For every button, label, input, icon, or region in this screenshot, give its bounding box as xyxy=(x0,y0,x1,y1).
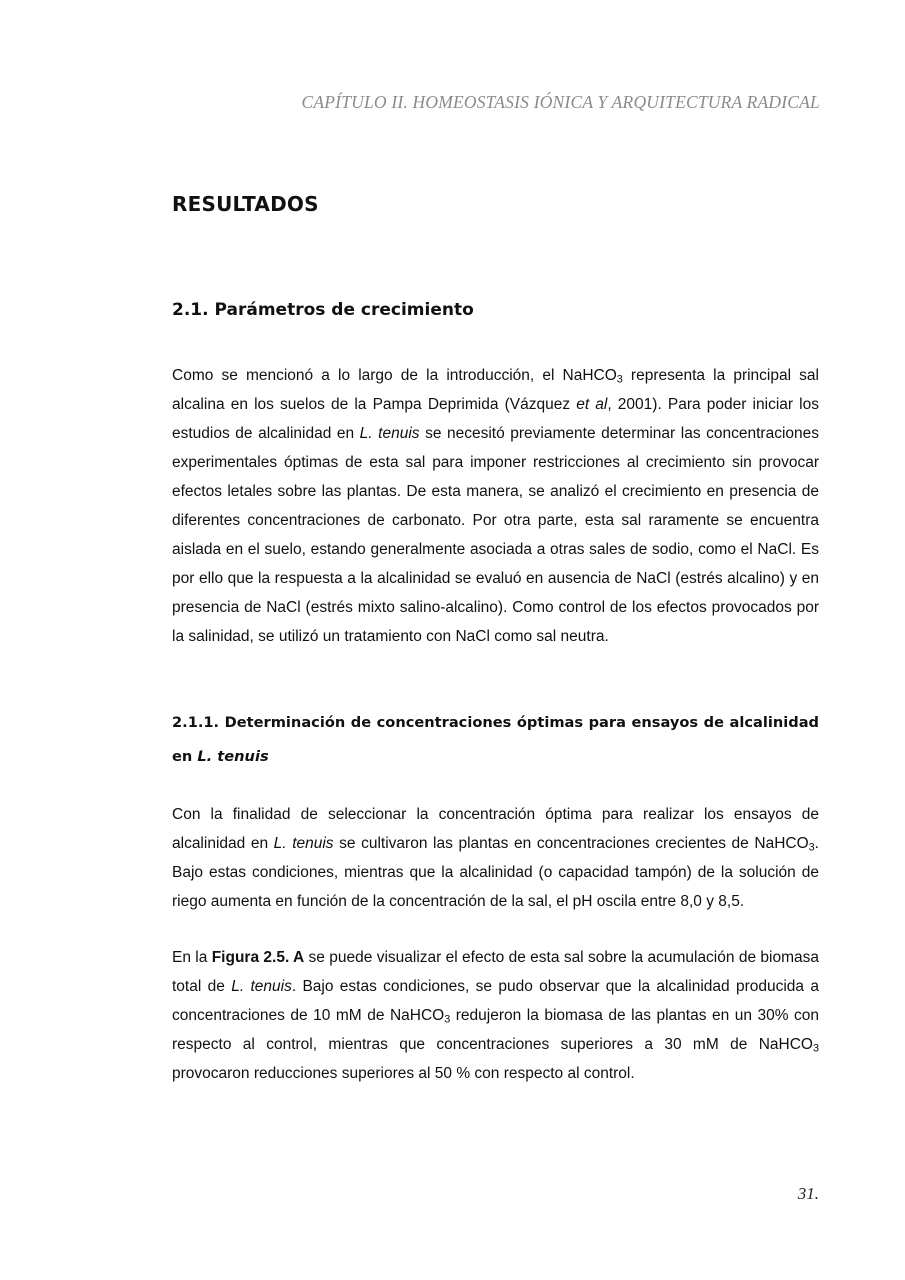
paragraph-intro xyxy=(172,361,819,651)
running-header: CAPÍTULO II. HOMEOSTASIS IÓNICA Y ARQUITECTURA RADICAL xyxy=(301,92,820,112)
species-name: L. tenuis xyxy=(197,748,269,765)
text-run: se puede visualizar el efecto de esta sal sobre la acumulación de biomasa total de xyxy=(172,949,819,995)
subscript: 3 xyxy=(808,841,815,854)
text-run: redujeron la biomasa de las plantas en un 30% con respecto al control, mientras que concentraciones superiores a 30 mM de NaHCO xyxy=(172,1007,819,1053)
text-run: En la xyxy=(172,949,212,966)
text-run: se cultivaron las plantas en concentraciones crecientes de NaHCO xyxy=(333,835,809,852)
text-run: . Bajo estas condiciones, mientras que la alcalinidad (o capacidad tampón) de la solución de riego aumenta en función de la concentración de la sal, el pH oscila entre 8,0 y 8,5. xyxy=(172,835,819,910)
text-run: , 2001). Para poder iniciar los estudios de alcalinidad en xyxy=(172,396,819,442)
text-run: representa la principal sal alcalina en los suelos de la Pampa Deprimida (Vázquez xyxy=(172,367,819,413)
species-name: L. tenuis xyxy=(231,978,292,995)
subscript: 3 xyxy=(616,373,623,386)
text-run: provocaron reducciones superiores al 50 % con respecto al control. xyxy=(172,1065,635,1082)
citation-italic: et al xyxy=(576,396,608,413)
subsection-heading xyxy=(172,706,819,774)
text-run: Como se mencionó a lo largo de la introducción, el NaHCO xyxy=(172,367,617,384)
subscript: 3 xyxy=(812,1042,819,1055)
page-title: RESULTADOS xyxy=(172,192,319,216)
text-run: . Bajo estas condiciones, se pudo observar que la alcalinidad producida a concentraciones de 10 mM de NaHCO xyxy=(172,978,819,1024)
section-heading: 2.1. Parámetros de crecimiento xyxy=(172,300,474,320)
text-run: se necesitó previamente determinar las concentraciones experimentales óptimas de esta sal para imponer restricciones al crecimiento sin provocar efectos letales sobre las plantas. De esta manera, se analizó el crecimiento en presencia de diferentes concentraciones de carbonato. Por otra parte, esta sal raramente se encuentra aislada en el suelo, estando generalmente asociada a otras sales de sodio, como el NaCl. Es por ello que la respuesta a la alcalinidad se evaluó en ausencia de NaCl (estrés alcalino) y en presencia de NaCl (estrés mixto salino-alcalino). Como control de los efectos provocados por la salinidad, se utilizó un tratamiento con NaCl como sal neutra. xyxy=(172,425,819,645)
page-number: 31. xyxy=(797,1184,819,1203)
text-run: Con la finalidad de seleccionar la concentración óptima para realizar los ensayos de alcalinidad en xyxy=(172,806,819,852)
paragraph-figure-discussion xyxy=(172,943,819,1088)
figure-reference: Figura 2.5. A xyxy=(211,949,305,966)
paragraph-methods xyxy=(172,800,819,916)
species-name: L. tenuis xyxy=(273,835,334,852)
species-name: L. tenuis xyxy=(359,425,420,442)
subsection-title-text: 2.1.1. Determinación de concentraciones óptimas para ensayos de alcalinidad en xyxy=(172,714,819,765)
subscript: 3 xyxy=(444,1013,451,1026)
